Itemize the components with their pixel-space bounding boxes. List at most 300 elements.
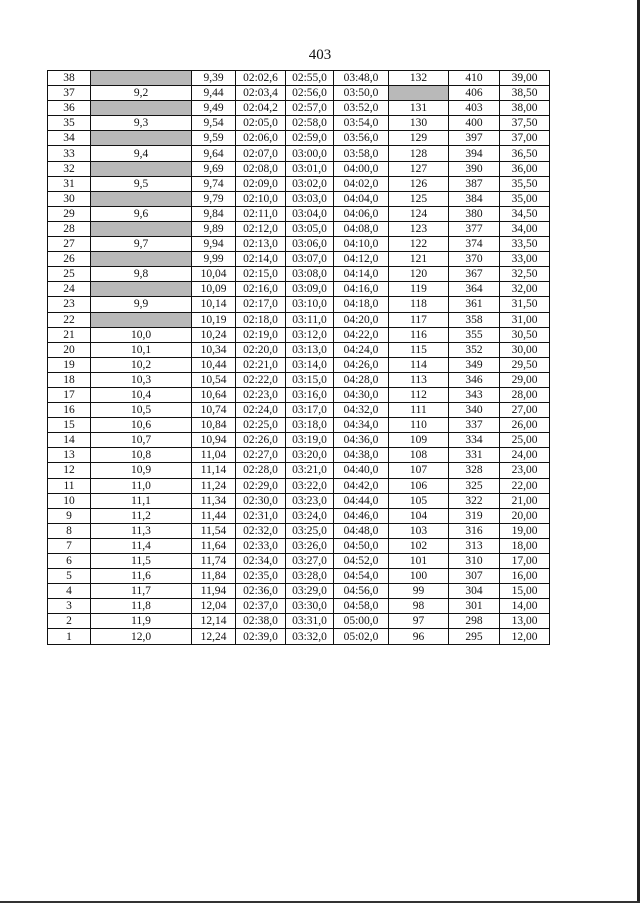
- table-cell: 04:12,0: [334, 252, 389, 267]
- table-cell: 115: [389, 342, 449, 357]
- table-row: [48, 478, 550, 493]
- table-row: [48, 161, 550, 176]
- table-row: [48, 387, 550, 402]
- table-cell: 355: [449, 327, 500, 342]
- table-cell: 310: [449, 554, 500, 569]
- table-cell: 32,00: [500, 282, 550, 297]
- table-cell: 33,50: [500, 237, 550, 252]
- table-cell: 124: [389, 206, 449, 221]
- table-cell: 9: [48, 508, 91, 523]
- table-cell: 03:23,0: [286, 493, 334, 508]
- table-cell: 03:48,0: [334, 71, 389, 86]
- table-cell: 03:06,0: [286, 237, 334, 252]
- table-cell: 03:07,0: [286, 252, 334, 267]
- table-cell: 9,39: [192, 71, 236, 86]
- table-cell: 04:36,0: [334, 433, 389, 448]
- table-cell: 02:06,0: [236, 131, 286, 146]
- table-cell: 9,44: [192, 86, 236, 101]
- table-cell: 9,49: [192, 101, 236, 116]
- table-row: [48, 327, 550, 342]
- shaded-cell: [91, 252, 192, 267]
- table-cell: 02:13,0: [236, 237, 286, 252]
- table-cell: 10,24: [192, 327, 236, 342]
- table-row: [48, 221, 550, 236]
- table-cell: 28,00: [500, 387, 550, 402]
- table-cell: 120: [389, 267, 449, 282]
- table-cell: 02:08,0: [236, 161, 286, 176]
- table-cell: 11,2: [91, 508, 192, 523]
- table-cell: 02:57,0: [286, 101, 334, 116]
- table-row: [48, 523, 550, 538]
- table-cell: 11,9: [91, 614, 192, 629]
- table-cell: 337: [449, 418, 500, 433]
- table-cell: 116: [389, 327, 449, 342]
- table-cell: 04:22,0: [334, 327, 389, 342]
- table-row: [48, 357, 550, 372]
- table-cell: 03:28,0: [286, 569, 334, 584]
- table-cell: 397: [449, 131, 500, 146]
- table-cell: 02:10,0: [236, 191, 286, 206]
- table-cell: 12,00: [500, 629, 550, 644]
- table-cell: 11,04: [192, 448, 236, 463]
- table-cell: 105: [389, 493, 449, 508]
- table-cell: 12,0: [91, 629, 192, 644]
- table-cell: 03:50,0: [334, 86, 389, 101]
- table-cell: 400: [449, 116, 500, 131]
- table-cell: 37,00: [500, 131, 550, 146]
- table-cell: 34,00: [500, 221, 550, 236]
- table-cell: 126: [389, 176, 449, 191]
- table-cell: 98: [389, 599, 449, 614]
- table-cell: 03:01,0: [286, 161, 334, 176]
- table-row: [48, 584, 550, 599]
- table-cell: 36: [48, 101, 91, 116]
- table-cell: 9,7: [91, 237, 192, 252]
- table-cell: 03:31,0: [286, 614, 334, 629]
- table-row: [48, 569, 550, 584]
- table-cell: 02:19,0: [236, 327, 286, 342]
- table-row: [48, 176, 550, 191]
- table-cell: 02:32,0: [236, 523, 286, 538]
- table-cell: 02:27,0: [236, 448, 286, 463]
- table-cell: 35,00: [500, 191, 550, 206]
- table-row: [48, 493, 550, 508]
- table-cell: 403: [449, 101, 500, 116]
- table-cell: 18: [48, 372, 91, 387]
- table-cell: 30: [48, 191, 91, 206]
- table-cell: 17: [48, 387, 91, 402]
- table-cell: 02:39,0: [236, 629, 286, 644]
- table-cell: 4: [48, 584, 91, 599]
- table-cell: 22,00: [500, 478, 550, 493]
- table-cell: 02:38,0: [236, 614, 286, 629]
- shaded-cell: [91, 101, 192, 116]
- table-cell: 03:03,0: [286, 191, 334, 206]
- table-cell: 113: [389, 372, 449, 387]
- table-cell: 9,94: [192, 237, 236, 252]
- table-cell: 9,8: [91, 267, 192, 282]
- table-cell: 03:58,0: [334, 146, 389, 161]
- table-cell: 12,14: [192, 614, 236, 629]
- table-cell: 04:10,0: [334, 237, 389, 252]
- table-cell: 03:08,0: [286, 267, 334, 282]
- table-cell: 9,79: [192, 191, 236, 206]
- table-cell: 30,00: [500, 342, 550, 357]
- table-cell: 03:20,0: [286, 448, 334, 463]
- table-cell: 12,04: [192, 599, 236, 614]
- table-cell: 10,7: [91, 433, 192, 448]
- table-cell: 19,00: [500, 523, 550, 538]
- table-row: [48, 237, 550, 252]
- table-cell: 374: [449, 237, 500, 252]
- table-cell: 31: [48, 176, 91, 191]
- table-cell: 410: [449, 71, 500, 86]
- table-cell: 9,3: [91, 116, 192, 131]
- table-cell: 04:50,0: [334, 538, 389, 553]
- table-cell: 21,00: [500, 493, 550, 508]
- table-cell: 04:16,0: [334, 282, 389, 297]
- table-cell: 6: [48, 554, 91, 569]
- table-cell: 125: [389, 191, 449, 206]
- table-cell: 9,69: [192, 161, 236, 176]
- table-cell: 2: [48, 614, 91, 629]
- table-cell: 04:06,0: [334, 206, 389, 221]
- table-cell: 16: [48, 403, 91, 418]
- table-cell: 29,50: [500, 357, 550, 372]
- table-cell: 9,59: [192, 131, 236, 146]
- table-cell: 384: [449, 191, 500, 206]
- table-cell: 29,00: [500, 372, 550, 387]
- table-cell: 38: [48, 71, 91, 86]
- table-cell: 10,04: [192, 267, 236, 282]
- table-cell: 29: [48, 206, 91, 221]
- table-cell: 03:14,0: [286, 357, 334, 372]
- table-cell: 14: [48, 433, 91, 448]
- table-cell: 02:22,0: [236, 372, 286, 387]
- table-cell: 10,6: [91, 418, 192, 433]
- table-cell: 9,9: [91, 297, 192, 312]
- table-cell: 05:00,0: [334, 614, 389, 629]
- table-cell: 96: [389, 629, 449, 644]
- table-cell: 04:38,0: [334, 448, 389, 463]
- table-cell: 04:26,0: [334, 357, 389, 372]
- table-cell: 03:11,0: [286, 312, 334, 327]
- table-row: [48, 297, 550, 312]
- table-cell: 10,8: [91, 448, 192, 463]
- table-cell: 11,7: [91, 584, 192, 599]
- table-cell: 108: [389, 448, 449, 463]
- table-cell: 11,84: [192, 569, 236, 584]
- table-cell: 02:18,0: [236, 312, 286, 327]
- table-cell: 03:30,0: [286, 599, 334, 614]
- table-cell: 18,00: [500, 538, 550, 553]
- table-row: [48, 116, 550, 131]
- table-row: [48, 599, 550, 614]
- table-cell: 10,74: [192, 403, 236, 418]
- table-cell: 03:22,0: [286, 478, 334, 493]
- table-cell: 04:08,0: [334, 221, 389, 236]
- table-cell: 11,8: [91, 599, 192, 614]
- table-cell: 02:37,0: [236, 599, 286, 614]
- table-row: [48, 418, 550, 433]
- table-row: [48, 206, 550, 221]
- table-cell: 328: [449, 463, 500, 478]
- table-row: [48, 614, 550, 629]
- table-cell: 13,00: [500, 614, 550, 629]
- table-cell: 04:28,0: [334, 372, 389, 387]
- table-cell: 02:24,0: [236, 403, 286, 418]
- table-cell: 101: [389, 554, 449, 569]
- table-cell: 02:31,0: [236, 508, 286, 523]
- table-cell: 03:04,0: [286, 206, 334, 221]
- table-cell: 121: [389, 252, 449, 267]
- table-cell: 10,14: [192, 297, 236, 312]
- table-cell: 04:40,0: [334, 463, 389, 478]
- table-cell: 387: [449, 176, 500, 191]
- table-cell: 34,50: [500, 206, 550, 221]
- table-cell: 106: [389, 478, 449, 493]
- table-cell: 03:16,0: [286, 387, 334, 402]
- table-cell: 11,34: [192, 493, 236, 508]
- table-cell: 107: [389, 463, 449, 478]
- table-cell: 34: [48, 131, 91, 146]
- table-row: [48, 372, 550, 387]
- table-cell: 301: [449, 599, 500, 614]
- table-cell: 02:14,0: [236, 252, 286, 267]
- table-cell: 03:52,0: [334, 101, 389, 116]
- table-cell: 22: [48, 312, 91, 327]
- table-row: [48, 131, 550, 146]
- table-cell: 23,00: [500, 463, 550, 478]
- table-cell: 03:21,0: [286, 463, 334, 478]
- table-cell: 9,99: [192, 252, 236, 267]
- table-cell: 02:02,6: [236, 71, 286, 86]
- table-cell: 367: [449, 267, 500, 282]
- table-cell: 25,00: [500, 433, 550, 448]
- table-cell: 03:25,0: [286, 523, 334, 538]
- table-cell: 112: [389, 387, 449, 402]
- table-cell: 11,94: [192, 584, 236, 599]
- table-cell: 406: [449, 86, 500, 101]
- table-cell: 11,74: [192, 554, 236, 569]
- table-cell: 110: [389, 418, 449, 433]
- table-cell: 28: [48, 221, 91, 236]
- table-cell: 15: [48, 418, 91, 433]
- table-cell: 334: [449, 433, 500, 448]
- table-cell: 37: [48, 86, 91, 101]
- table-cell: 04:00,0: [334, 161, 389, 176]
- table-cell: 9,54: [192, 116, 236, 131]
- table-cell: 12,24: [192, 629, 236, 644]
- table-cell: 04:34,0: [334, 418, 389, 433]
- table-cell: 02:17,0: [236, 297, 286, 312]
- table-cell: 99: [389, 584, 449, 599]
- table-cell: 05:02,0: [334, 629, 389, 644]
- table-cell: 32,50: [500, 267, 550, 282]
- table-cell: 3: [48, 599, 91, 614]
- table-cell: 7: [48, 538, 91, 553]
- table-cell: 03:17,0: [286, 403, 334, 418]
- table-cell: 03:29,0: [286, 584, 334, 599]
- table-cell: 03:18,0: [286, 418, 334, 433]
- table-cell: 02:35,0: [236, 569, 286, 584]
- table-cell: 39,00: [500, 71, 550, 86]
- table-cell: 04:02,0: [334, 176, 389, 191]
- table-cell: 38,00: [500, 101, 550, 116]
- table-cell: 349: [449, 357, 500, 372]
- table-cell: 352: [449, 342, 500, 357]
- table-cell: 119: [389, 282, 449, 297]
- table-cell: 04:04,0: [334, 191, 389, 206]
- table-cell: 15,00: [500, 584, 550, 599]
- table-cell: 33: [48, 146, 91, 161]
- table-cell: 02:09,0: [236, 176, 286, 191]
- table-cell: 111: [389, 403, 449, 418]
- table-cell: 03:05,0: [286, 221, 334, 236]
- table-cell: 02:26,0: [236, 433, 286, 448]
- table-cell: 9,64: [192, 146, 236, 161]
- table-cell: 02:21,0: [236, 357, 286, 372]
- table-cell: 30,50: [500, 327, 550, 342]
- table-cell: 132: [389, 71, 449, 86]
- table-cell: 10,09: [192, 282, 236, 297]
- table-cell: 331: [449, 448, 500, 463]
- table-cell: 358: [449, 312, 500, 327]
- table-cell: 02:28,0: [236, 463, 286, 478]
- table-cell: 02:30,0: [236, 493, 286, 508]
- table-cell: 11,0: [91, 478, 192, 493]
- table-cell: 02:07,0: [236, 146, 286, 161]
- shaded-cell: [91, 282, 192, 297]
- table-cell: 8: [48, 523, 91, 538]
- table-cell: 02:03,4: [236, 86, 286, 101]
- table-cell: 03:10,0: [286, 297, 334, 312]
- table-cell: 02:58,0: [286, 116, 334, 131]
- table-cell: 03:26,0: [286, 538, 334, 553]
- table-cell: 20: [48, 342, 91, 357]
- shaded-cell: [389, 86, 449, 101]
- table-cell: 37,50: [500, 116, 550, 131]
- shaded-cell: [91, 191, 192, 206]
- table-cell: 295: [449, 629, 500, 644]
- table-cell: 10,34: [192, 342, 236, 357]
- table-cell: 27,00: [500, 403, 550, 418]
- table-cell: 97: [389, 614, 449, 629]
- table-cell: 100: [389, 569, 449, 584]
- table-cell: 322: [449, 493, 500, 508]
- table-cell: 23: [48, 297, 91, 312]
- table-cell: 129: [389, 131, 449, 146]
- table-cell: 03:09,0: [286, 282, 334, 297]
- table-row: [48, 146, 550, 161]
- table-cell: 36,00: [500, 161, 550, 176]
- table-cell: 11,1: [91, 493, 192, 508]
- table-cell: 11,24: [192, 478, 236, 493]
- table-cell: 298: [449, 614, 500, 629]
- table-cell: 03:54,0: [334, 116, 389, 131]
- table-cell: 316: [449, 523, 500, 538]
- table-cell: 04:54,0: [334, 569, 389, 584]
- table-cell: 19: [48, 357, 91, 372]
- table-cell: 313: [449, 538, 500, 553]
- table-row: [48, 71, 550, 86]
- table-cell: 24,00: [500, 448, 550, 463]
- table-cell: 304: [449, 584, 500, 599]
- table-cell: 10,84: [192, 418, 236, 433]
- table-cell: 109: [389, 433, 449, 448]
- table-cell: 10,0: [91, 327, 192, 342]
- table-row: [48, 101, 550, 116]
- table-cell: 04:46,0: [334, 508, 389, 523]
- table-cell: 02:33,0: [236, 538, 286, 553]
- table-cell: 02:59,0: [286, 131, 334, 146]
- table-cell: 31,50: [500, 297, 550, 312]
- table-cell: 03:56,0: [334, 131, 389, 146]
- table-cell: 117: [389, 312, 449, 327]
- table-row: [48, 342, 550, 357]
- table-body: [48, 71, 550, 645]
- table-cell: 02:15,0: [236, 267, 286, 282]
- score-table: [47, 70, 550, 645]
- table-cell: 12: [48, 463, 91, 478]
- table-cell: 10,5: [91, 403, 192, 418]
- table-cell: 361: [449, 297, 500, 312]
- table-cell: 102: [389, 538, 449, 553]
- table-cell: 10,54: [192, 372, 236, 387]
- table-cell: 377: [449, 221, 500, 236]
- table-cell: 24: [48, 282, 91, 297]
- table-row: [48, 463, 550, 478]
- table-cell: 03:32,0: [286, 629, 334, 644]
- table-cell: 02:55,0: [286, 71, 334, 86]
- table-cell: 04:30,0: [334, 387, 389, 402]
- table-row: [48, 629, 550, 644]
- table-cell: 03:02,0: [286, 176, 334, 191]
- table-cell: 04:14,0: [334, 267, 389, 282]
- table-cell: 11,14: [192, 463, 236, 478]
- table-cell: 9,89: [192, 221, 236, 236]
- table-cell: 10,4: [91, 387, 192, 402]
- table-cell: 10,19: [192, 312, 236, 327]
- table-cell: 03:27,0: [286, 554, 334, 569]
- table-cell: 02:36,0: [236, 584, 286, 599]
- shaded-cell: [91, 131, 192, 146]
- table-cell: 02:16,0: [236, 282, 286, 297]
- shaded-cell: [91, 161, 192, 176]
- table-cell: 307: [449, 569, 500, 584]
- table-cell: 10,1: [91, 342, 192, 357]
- table-cell: 325: [449, 478, 500, 493]
- table-cell: 5: [48, 569, 91, 584]
- table-cell: 122: [389, 237, 449, 252]
- table-cell: 02:11,0: [236, 206, 286, 221]
- table-cell: 33,00: [500, 252, 550, 267]
- table-cell: 02:04,2: [236, 101, 286, 116]
- table-cell: 131: [389, 101, 449, 116]
- table-cell: 04:32,0: [334, 403, 389, 418]
- table-row: [48, 252, 550, 267]
- table-cell: 03:12,0: [286, 327, 334, 342]
- table-cell: 10,3: [91, 372, 192, 387]
- table-cell: 03:00,0: [286, 146, 334, 161]
- table-cell: 04:56,0: [334, 584, 389, 599]
- table-cell: 10: [48, 493, 91, 508]
- table-row: [48, 433, 550, 448]
- table-cell: 03:13,0: [286, 342, 334, 357]
- table-cell: 10,64: [192, 387, 236, 402]
- table-cell: 27: [48, 237, 91, 252]
- table-cell: 340: [449, 403, 500, 418]
